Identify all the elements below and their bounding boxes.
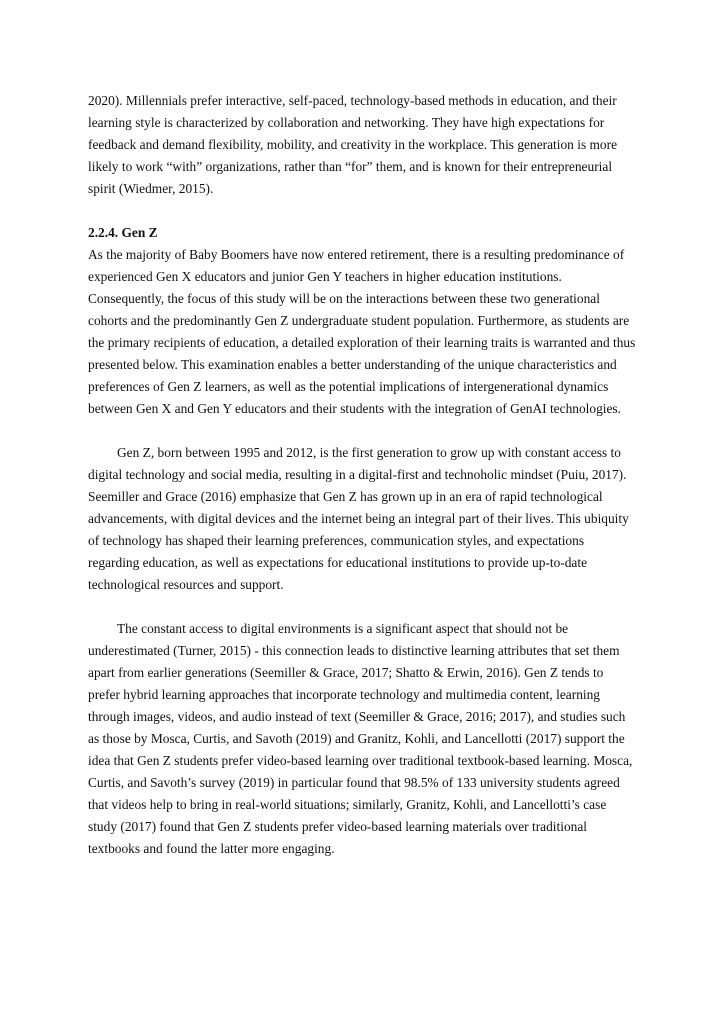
section-heading: 2.2.4. Gen Z bbox=[88, 225, 158, 240]
document-page bbox=[88, 90, 638, 860]
paragraph-gen-z-digital: Gen Z, born between 1995 and 2012, is the first generation to grow up with constant access to digital technology and social media, resulting in a digital-first and technoholic mindset (Puiu, 2017). Seemiller and Grace (2016) emphasize that Gen Z has grown up in an era of rapid technological advancements, with digital devices and the internet being an integral part of their lives. This ubiquity of technology has shaped their learning preferences, communication styles, and expectations regarding education, as well as expectations for educational institutions to provide up-to-date technological resources and support. bbox=[88, 445, 629, 592]
paragraph-spacer bbox=[88, 200, 638, 222]
paragraph-continued: 2020). Millennials prefer interactive, self-paced, technology-based methods in education, and their learning style is characterized by collaboration and networking. They have high expectations for feedback and demand flexibility, mobility, and creativity in the workplace. This generation is more likely to work “with” organizations, rather than “for” them, and is known for their entrepreneurial spirit (Wiedmer, 2015). bbox=[88, 93, 618, 196]
paragraph-spacer bbox=[88, 420, 638, 442]
paragraph-gen-z-intro: As the majority of Baby Boomers have now entered retirement, there is a resulting predominance of experienced Gen X educators and junior Gen Y teachers in higher education institutions. Consequently, the focus of this study will be on the interactions between these two generational cohorts and the predominantly Gen Z undergraduate student population. Furthermore, as students are the primary recipients of education, a detailed exploration of their learning traits is warranted and thus presented below. This examination enables a better understanding of the unique characteristics and preferences of Gen Z learners, as well as the potential implications of intergenerational dynamics between Gen X and Gen Y educators and their students with the integration of GenAI technologies. bbox=[88, 247, 636, 416]
paragraph-gen-z-learning: The constant access to digital environments is a significant aspect that should not be underestimated (Turner, 2015) - this connection leads to distinctive learning attributes that set them apart from earlier generations (Seemiller & Grace, 2017; Shatto & Erwin, 2016). Gen Z tends to prefer hybrid learning approaches that incorporate technology and multimedia content, learning through images, videos, and audio instead of text (Seemiller & Grace, 2016; 2017), and studies such as those by Mosca, Curtis, and Savoth (2019) and Granitz, Kohli, and Lancellotti (2017) support the idea that Gen Z students prefer video-based learning over traditional textbook-based learning. Mosca, Curtis, and Savoth’s survey (2019) in particular found that 98.5% of 133 university students agreed that videos help to bring in real-world situations; similarly, Granitz, Kohli, and Lancellotti’s case study (2017) found that Gen Z students prefer video-based learning materials over traditional textbooks and found the latter more engaging. bbox=[88, 621, 633, 856]
paragraph-spacer bbox=[88, 596, 638, 618]
